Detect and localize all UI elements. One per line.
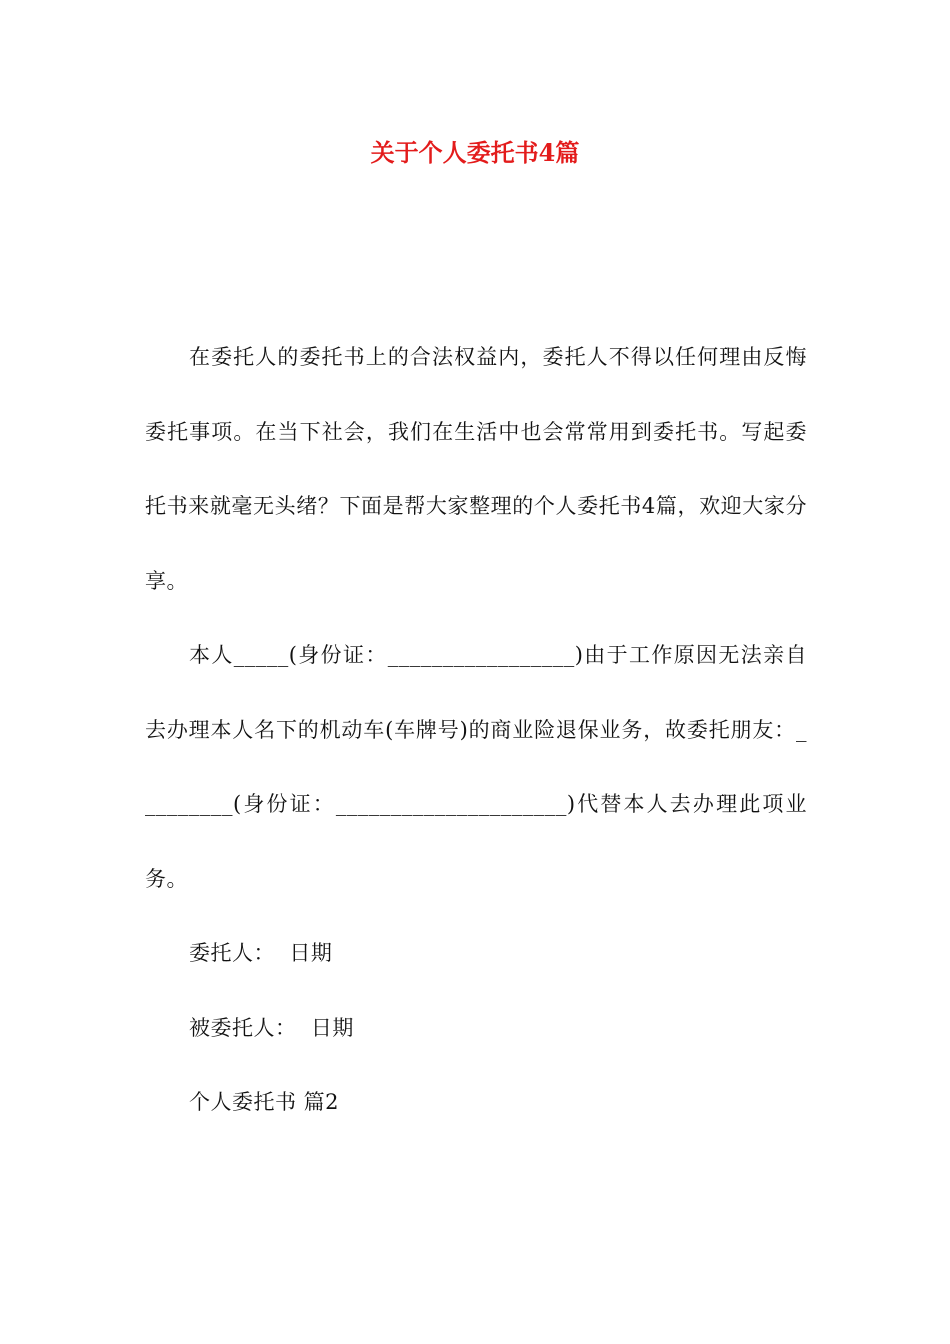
intro-paragraph: 在委托人的委托书上的合法权益内，委托人不得以任何理由反悔委托事项。在当下社会，我们在生活中也会常常用到委托书。写起委托书来就毫无头绪？下面是帮大家整理的个人委托书4篇，欢迎大家分享。 [145, 345, 807, 593]
document-title: 关于个人委托书4篇 [370, 138, 580, 167]
section-heading-2: 个人委托书 篇2 [189, 1090, 340, 1114]
agent-signature-line: 被委托人： 日期 [189, 1015, 354, 1040]
principal-signature-line: 委托人： 日期 [189, 941, 333, 965]
document-body [145, 320, 807, 1140]
authorization-paragraph: 本人_____(身份证：_________________)由于工作原因无法亲自去办理本人名下的机动车(车牌号)的商业险退保业务，故委托朋友：_________(身份证：_____________________)代替本人去办理此项业务。 [145, 643, 807, 891]
